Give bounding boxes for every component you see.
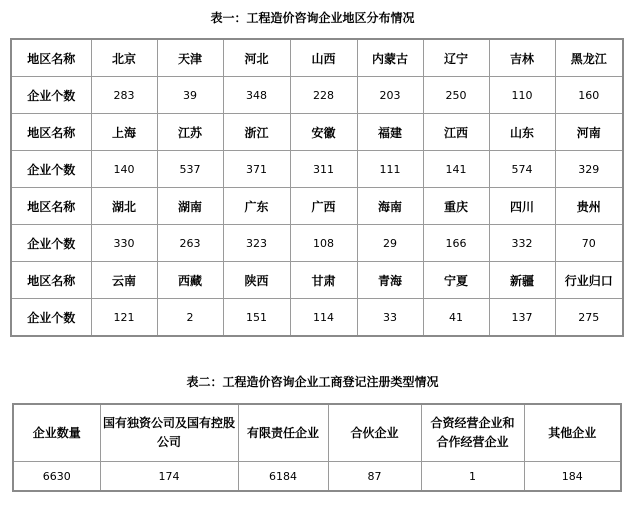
row-label: 地区名称	[11, 262, 91, 299]
registration-type-table	[12, 403, 622, 492]
region-cell: 甘肃	[290, 262, 357, 299]
count-cell: 110	[489, 77, 555, 114]
count-cell: 228	[290, 77, 357, 114]
value-cell: 6630	[13, 462, 100, 492]
region-cell: 宁夏	[423, 262, 489, 299]
region-cell: 黑龙江	[555, 39, 623, 77]
count-cell: 111	[357, 151, 423, 188]
row-label: 地区名称	[11, 114, 91, 151]
region-cell: 青海	[357, 262, 423, 299]
region-name-row	[11, 114, 623, 151]
header-cell: 国有独资公司及国有控股公司	[100, 404, 238, 462]
header-cell: 合资经营企业和合作经营企业	[421, 404, 524, 462]
region-cell: 海南	[357, 188, 423, 225]
count-cell: 33	[357, 299, 423, 337]
row-label: 地区名称	[11, 39, 91, 77]
region-cell: 行业归口	[555, 262, 623, 299]
row-label: 企业个数	[11, 225, 91, 262]
region-cell: 重庆	[423, 188, 489, 225]
table2-header-row	[13, 404, 621, 462]
header-cell: 企业数量	[13, 404, 100, 462]
header-cell: 合伙企业	[328, 404, 421, 462]
region-cell: 江苏	[157, 114, 223, 151]
count-cell: 41	[423, 299, 489, 337]
count-cell: 121	[91, 299, 157, 337]
header-cell: 有限责任企业	[238, 404, 328, 462]
value-cell: 184	[524, 462, 621, 492]
count-cell: 263	[157, 225, 223, 262]
region-cell: 四川	[489, 188, 555, 225]
table1-title: 表一：工程造价咨询企业地区分布情况	[210, 11, 415, 25]
table2-title: 表二：工程造价咨询企业工商登记注册类型情况	[186, 375, 439, 389]
count-cell: 330	[91, 225, 157, 262]
enterprise-count-row	[11, 299, 623, 337]
region-cell: 吉林	[489, 39, 555, 77]
count-cell: 70	[555, 225, 623, 262]
count-cell: 29	[357, 225, 423, 262]
count-cell: 574	[489, 151, 555, 188]
region-cell: 贵州	[555, 188, 623, 225]
region-cell: 云南	[91, 262, 157, 299]
region-cell: 湖北	[91, 188, 157, 225]
count-cell: 39	[157, 77, 223, 114]
region-cell: 广东	[223, 188, 290, 225]
count-cell: 348	[223, 77, 290, 114]
count-cell: 537	[157, 151, 223, 188]
region-cell: 广西	[290, 188, 357, 225]
region-name-row	[11, 262, 623, 299]
count-cell: 166	[423, 225, 489, 262]
row-label: 地区名称	[11, 188, 91, 225]
region-name-row	[11, 188, 623, 225]
row-label: 企业个数	[11, 151, 91, 188]
row-label: 企业个数	[11, 299, 91, 337]
count-cell: 114	[290, 299, 357, 337]
count-cell: 283	[91, 77, 157, 114]
count-cell: 250	[423, 77, 489, 114]
value-cell: 174	[100, 462, 238, 492]
count-cell: 151	[223, 299, 290, 337]
region-cell: 湖南	[157, 188, 223, 225]
region-distribution-table	[10, 38, 624, 337]
value-cell: 1	[421, 462, 524, 492]
region-cell: 福建	[357, 114, 423, 151]
count-cell: 108	[290, 225, 357, 262]
table2-value-row	[13, 462, 621, 492]
region-cell: 北京	[91, 39, 157, 77]
value-cell: 6184	[238, 462, 328, 492]
count-cell: 323	[223, 225, 290, 262]
region-cell: 新疆	[489, 262, 555, 299]
region-cell: 陕西	[223, 262, 290, 299]
enterprise-count-row	[11, 77, 623, 114]
count-cell: 329	[555, 151, 623, 188]
count-cell: 140	[91, 151, 157, 188]
count-cell: 160	[555, 77, 623, 114]
header-cell: 其他企业	[524, 404, 621, 462]
region-cell: 山东	[489, 114, 555, 151]
row-label: 企业个数	[11, 77, 91, 114]
region-cell: 浙江	[223, 114, 290, 151]
region-cell: 河北	[223, 39, 290, 77]
count-cell: 311	[290, 151, 357, 188]
count-cell: 332	[489, 225, 555, 262]
count-cell: 2	[157, 299, 223, 337]
region-cell: 安徽	[290, 114, 357, 151]
region-cell: 辽宁	[423, 39, 489, 77]
region-cell: 天津	[157, 39, 223, 77]
enterprise-count-row	[11, 151, 623, 188]
region-name-row	[11, 39, 623, 77]
region-cell: 西藏	[157, 262, 223, 299]
count-cell: 137	[489, 299, 555, 337]
value-cell: 87	[328, 462, 421, 492]
count-cell: 371	[223, 151, 290, 188]
count-cell: 203	[357, 77, 423, 114]
region-cell: 江西	[423, 114, 489, 151]
count-cell: 141	[423, 151, 489, 188]
region-cell: 山西	[290, 39, 357, 77]
enterprise-count-row	[11, 225, 623, 262]
region-cell: 上海	[91, 114, 157, 151]
region-cell: 内蒙古	[357, 39, 423, 77]
region-cell: 河南	[555, 114, 623, 151]
count-cell: 275	[555, 299, 623, 337]
